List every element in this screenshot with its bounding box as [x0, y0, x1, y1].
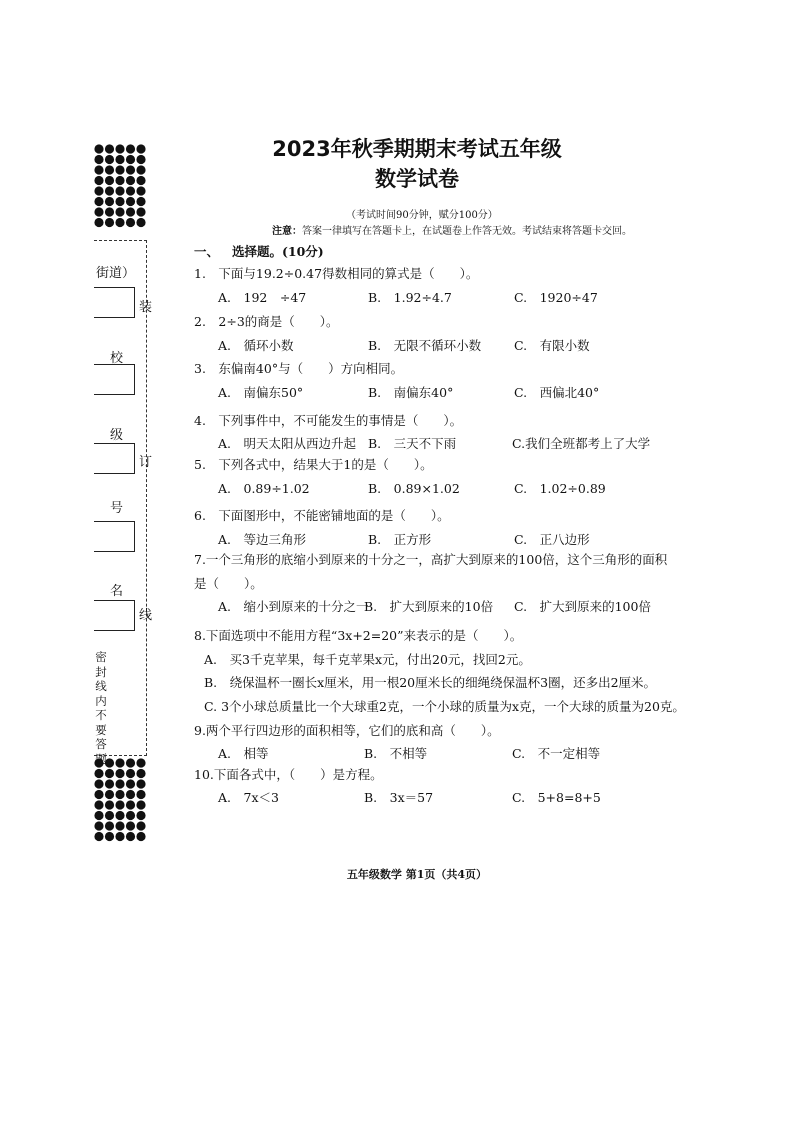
question-7-stem-continued: 是（ ）。 — [194, 576, 263, 591]
question-9-option-c[interactable]: C. 不一定相等 — [512, 746, 601, 761]
binding-dot — [136, 821, 145, 830]
notice-label: 注意： — [272, 226, 302, 237]
binding-dot — [94, 769, 103, 778]
binding-dot — [94, 207, 103, 216]
question-5-option-b[interactable]: B. 0.89×1.02 — [368, 481, 460, 496]
binding-dot — [105, 218, 114, 227]
binding-dot — [115, 758, 124, 767]
question-10-option-a[interactable]: A. 7x＜3 — [218, 790, 279, 805]
binding-dot — [115, 218, 124, 227]
binding-dot — [126, 218, 135, 227]
question-5-option-c[interactable]: C. 1.02÷0.89 — [514, 481, 606, 496]
question-6-option-a[interactable]: A. 等边三角形 — [218, 532, 307, 547]
binding-dot — [126, 779, 135, 788]
binding-dot — [105, 197, 114, 206]
field-box-name[interactable] — [94, 600, 135, 631]
question-2-option-a[interactable]: A. 循环小数 — [218, 338, 294, 353]
question-1-option-a[interactable]: A. 192 ÷47 — [218, 290, 307, 305]
question-7-option-a[interactable]: A. 缩小到原来的十分之一 — [218, 599, 369, 614]
binding-dot — [126, 821, 135, 830]
binding-dot — [136, 758, 145, 767]
binding-dot — [105, 769, 114, 778]
binding-dot — [115, 779, 124, 788]
exam-title-line1: 2023年秋季期期末考试五年级 — [272, 137, 562, 161]
binding-dot — [105, 821, 114, 830]
binding-dot — [126, 811, 135, 820]
seal-char-ding: 订 — [139, 455, 153, 470]
binding-dot — [136, 218, 145, 227]
binding-dot — [94, 779, 103, 788]
page-footer: 五年级数学 第1页（共4页） — [346, 868, 488, 881]
binding-dot — [136, 800, 145, 809]
question-8-option-a[interactable]: A. 买3千克苹果，每千克苹果x元，付出20元，找回2元。 — [204, 652, 531, 667]
question-3-stem: 3. 东偏南40°与（ ）方向相同。 — [194, 361, 404, 376]
seal-warning-vertical: 密封线内不要答题 — [95, 650, 107, 766]
binding-dot — [94, 218, 103, 227]
binding-dot — [105, 832, 114, 841]
seal-char-zhuang: 装 — [139, 300, 153, 315]
binding-dot — [136, 811, 145, 820]
field-label-number: 号 — [110, 501, 124, 516]
question-8-stem: 8.下面选项中不能用方程“3x+2=20”来表示的是（ ）。 — [194, 628, 523, 643]
question-2-option-c[interactable]: C. 有限小数 — [514, 338, 590, 353]
question-10-option-b[interactable]: B. 3x＝57 — [364, 790, 434, 805]
field-box-school[interactable] — [94, 364, 135, 395]
question-6-stem: 6. 下面图形中，不能密铺地面的是（ ）。 — [194, 508, 450, 523]
binding-dot — [136, 790, 145, 799]
question-5-option-a[interactable]: A. 0.89÷1.02 — [218, 481, 310, 496]
binding-dot — [136, 832, 145, 841]
binding-dot — [94, 832, 103, 841]
question-8-option-c[interactable]: C. 3个小球总质量比一个大球重2克，一个小球的质量为x克，一个大球的质量为20克。 — [204, 699, 685, 714]
binding-dot — [115, 207, 124, 216]
binding-dot — [126, 197, 135, 206]
question-2-stem: 2. 2÷3的商是（ ）。 — [194, 314, 339, 329]
section-title: 选择题。(10分) — [232, 244, 324, 259]
binding-dot — [126, 790, 135, 799]
binding-dot — [115, 790, 124, 799]
field-label-name: 名 — [110, 584, 124, 599]
bottom-dot-pattern — [94, 758, 148, 846]
binding-dot — [105, 779, 114, 788]
binding-dot — [105, 800, 114, 809]
binding-dot — [115, 821, 124, 830]
binding-dot — [115, 800, 124, 809]
binding-dot — [136, 779, 145, 788]
question-10-option-c[interactable]: C. 5+8=8+5 — [512, 790, 601, 805]
field-label-school: 校 — [110, 351, 124, 366]
question-4-stem: 4. 下列事件中，不可能发生的事情是（ ）。 — [194, 413, 463, 428]
binding-dot — [115, 832, 124, 841]
question-4-option-c[interactable]: C.我们全班都考上了大学 — [512, 436, 651, 451]
field-label-street: 街道） — [96, 266, 136, 281]
question-6-option-c[interactable]: C. 正八边形 — [514, 532, 590, 547]
question-1-option-b[interactable]: B. 1.92÷4.7 — [368, 290, 452, 305]
question-7-stem: 7.一个三角形的底缩小到原来的十分之一，高扩大到原来的100倍，这个三角形的面积 — [194, 552, 668, 567]
question-9-option-b[interactable]: B. 不相等 — [364, 746, 428, 761]
exam-info: （考试时间90分钟，赋分100分） — [346, 210, 498, 221]
binding-dot — [126, 800, 135, 809]
field-box-street[interactable] — [94, 287, 135, 318]
binding-dot — [126, 769, 135, 778]
question-4-option-b[interactable]: B. 三天不下雨 — [368, 436, 457, 451]
seal-char-xian: 线 — [139, 608, 153, 623]
binding-dot — [105, 207, 114, 216]
question-4-option-a[interactable]: A. 明天太阳从西边升起 — [218, 436, 357, 451]
binding-dot — [126, 832, 135, 841]
notice-text: 答案一律填写在答题卡上，在试题卷上作答无效。考试结束将答题卡交回。 — [302, 226, 632, 237]
question-7-option-b[interactable]: B. 扩大到原来的10倍 — [364, 599, 494, 614]
binding-dot — [105, 811, 114, 820]
question-10-stem: 10.下面各式中，（ ）是方程。 — [194, 767, 383, 782]
field-label-class: 级 — [110, 428, 124, 443]
section-number: 一、 — [194, 244, 220, 259]
binding-dot — [115, 769, 124, 778]
question-9-stem: 9.两个平行四边形的面积相等，它们的底和高（ ）。 — [194, 723, 500, 738]
binding-dot — [126, 207, 135, 216]
binding-dot — [136, 207, 145, 216]
question-1-stem: 1. 下面与19.2÷0.47得数相同的算式是（ ）。 — [194, 266, 479, 281]
field-box-number[interactable] — [94, 521, 135, 552]
binding-dot — [126, 758, 135, 767]
binding-dot — [94, 197, 103, 206]
binding-dot — [136, 769, 145, 778]
binding-dot — [105, 790, 114, 799]
question-3-option-b[interactable]: B. 南偏东40° — [368, 385, 454, 400]
binding-dot — [136, 197, 145, 206]
question-3-option-c[interactable]: C. 西偏北40° — [514, 385, 600, 400]
field-box-class[interactable] — [94, 443, 135, 474]
binding-dot — [115, 197, 124, 206]
binding-dot — [94, 821, 103, 830]
exam-title-line2: 数学试卷 — [375, 167, 459, 191]
binding-dot — [115, 811, 124, 820]
binding-dot — [94, 790, 103, 799]
question-2-option-b[interactable]: B. 无限不循环小数 — [368, 338, 482, 353]
question-8-option-b[interactable]: B. 绕保温杯一圈长x厘米，用一根20厘米长的细绳绕保温杯3圈，还多出2厘米。 — [204, 675, 657, 690]
question-6-option-b[interactable]: B. 正方形 — [368, 532, 432, 547]
question-1-option-c[interactable]: C. 1920÷47 — [514, 290, 598, 305]
question-3-option-a[interactable]: A. 南偏东50° — [218, 385, 304, 400]
exam-notice — [272, 222, 632, 237]
binding-dot — [94, 800, 103, 809]
question-7-option-c[interactable]: C. 扩大到原来的100倍 — [514, 599, 651, 614]
question-9-option-a[interactable]: A. 相等 — [218, 746, 269, 761]
question-5-stem: 5. 下列各式中，结果大于1的是（ ）。 — [194, 457, 433, 472]
binding-dot — [94, 811, 103, 820]
